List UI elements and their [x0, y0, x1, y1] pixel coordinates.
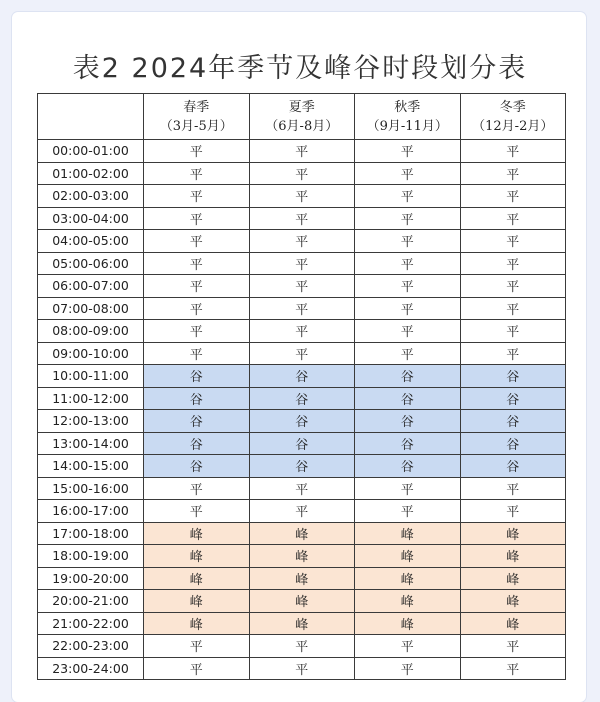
table-row — [38, 140, 566, 163]
table-body — [38, 140, 566, 680]
period-cell: 峰 — [460, 612, 566, 635]
table-row — [38, 657, 566, 680]
period-cell: 谷 — [249, 365, 355, 388]
time-slot-cell: 22:00-23:00 — [38, 635, 144, 658]
table-row — [38, 477, 566, 500]
period-cell: 谷 — [144, 410, 250, 433]
period-cell: 平 — [460, 635, 566, 658]
header-season-autumn — [355, 94, 461, 140]
period-cell: 谷 — [460, 455, 566, 478]
period-cell: 平 — [144, 207, 250, 230]
tou-period-table — [37, 93, 566, 680]
season-name: 夏季 — [288, 99, 315, 115]
period-cell: 平 — [144, 320, 250, 343]
period-cell: 峰 — [460, 545, 566, 568]
period-cell: 平 — [249, 185, 355, 208]
period-cell: 峰 — [144, 567, 250, 590]
period-cell: 平 — [144, 140, 250, 163]
table-row — [38, 185, 566, 208]
period-cell: 平 — [460, 207, 566, 230]
period-cell: 谷 — [144, 365, 250, 388]
period-cell: 平 — [144, 477, 250, 500]
period-cell: 平 — [355, 230, 461, 253]
period-cell: 平 — [460, 342, 566, 365]
time-slot-cell: 19:00-20:00 — [38, 567, 144, 590]
period-cell: 平 — [460, 297, 566, 320]
period-cell: 平 — [249, 207, 355, 230]
period-cell: 峰 — [144, 590, 250, 613]
period-cell: 峰 — [144, 522, 250, 545]
table-row — [38, 545, 566, 568]
time-slot-cell: 04:00-05:00 — [38, 230, 144, 253]
period-cell: 峰 — [355, 590, 461, 613]
header-season-summer — [249, 94, 355, 140]
period-cell: 谷 — [249, 387, 355, 410]
period-cell: 平 — [460, 230, 566, 253]
period-cell: 平 — [355, 185, 461, 208]
time-slot-cell: 20:00-21:00 — [38, 590, 144, 613]
period-cell: 平 — [355, 275, 461, 298]
period-cell: 谷 — [144, 387, 250, 410]
season-name: 冬季 — [499, 99, 526, 115]
period-cell: 平 — [144, 635, 250, 658]
time-slot-cell: 12:00-13:00 — [38, 410, 144, 433]
period-cell: 平 — [460, 477, 566, 500]
period-cell: 平 — [355, 657, 461, 680]
period-cell: 谷 — [249, 432, 355, 455]
time-slot-cell: 06:00-07:00 — [38, 275, 144, 298]
period-cell: 峰 — [460, 522, 566, 545]
time-slot-cell: 13:00-14:00 — [38, 432, 144, 455]
period-cell: 平 — [460, 185, 566, 208]
page-title: 表2 2024年季节及峰谷时段划分表 — [72, 53, 528, 84]
time-slot-cell: 23:00-24:00 — [38, 657, 144, 680]
period-cell: 谷 — [355, 455, 461, 478]
table-row — [38, 342, 566, 365]
period-cell: 峰 — [144, 612, 250, 635]
period-cell: 谷 — [355, 410, 461, 433]
period-cell: 平 — [460, 275, 566, 298]
table-row — [38, 567, 566, 590]
time-slot-cell: 01:00-02:00 — [38, 162, 144, 185]
period-cell: 谷 — [355, 432, 461, 455]
time-slot-cell: 08:00-09:00 — [38, 320, 144, 343]
time-slot-cell: 18:00-19:00 — [38, 545, 144, 568]
period-cell: 平 — [144, 162, 250, 185]
header-corner — [38, 94, 144, 140]
period-cell: 谷 — [144, 455, 250, 478]
period-cell: 峰 — [355, 612, 461, 635]
period-cell: 平 — [355, 140, 461, 163]
period-cell: 平 — [355, 252, 461, 275]
time-slot-cell: 09:00-10:00 — [38, 342, 144, 365]
period-cell: 平 — [355, 342, 461, 365]
time-slot-cell: 14:00-15:00 — [38, 455, 144, 478]
table-row — [38, 365, 566, 388]
period-cell: 谷 — [460, 365, 566, 388]
period-cell: 平 — [355, 207, 461, 230]
period-cell: 平 — [249, 162, 355, 185]
period-cell: 平 — [249, 657, 355, 680]
period-cell: 峰 — [355, 522, 461, 545]
period-cell: 平 — [460, 320, 566, 343]
period-cell: 平 — [355, 297, 461, 320]
table-row — [38, 590, 566, 613]
period-cell: 谷 — [460, 410, 566, 433]
season-months: （9月-11月） — [366, 118, 448, 134]
period-cell: 谷 — [460, 387, 566, 410]
season-name: 春季 — [183, 99, 210, 115]
period-cell: 平 — [355, 635, 461, 658]
period-cell: 平 — [144, 230, 250, 253]
period-cell: 平 — [249, 297, 355, 320]
table-row — [38, 522, 566, 545]
table-row — [38, 432, 566, 455]
time-slot-cell: 15:00-16:00 — [38, 477, 144, 500]
time-slot-cell: 10:00-11:00 — [38, 365, 144, 388]
season-months: （3月-5月） — [159, 118, 233, 134]
period-cell: 峰 — [249, 567, 355, 590]
period-cell: 平 — [460, 657, 566, 680]
time-slot-cell: 03:00-04:00 — [38, 207, 144, 230]
table-row — [38, 387, 566, 410]
period-cell: 平 — [249, 275, 355, 298]
time-slot-cell: 17:00-18:00 — [38, 522, 144, 545]
period-cell: 平 — [460, 162, 566, 185]
period-cell: 平 — [249, 342, 355, 365]
period-cell: 平 — [144, 252, 250, 275]
table-row — [38, 230, 566, 253]
period-cell: 平 — [144, 185, 250, 208]
season-months: （12月-2月） — [472, 118, 554, 134]
period-cell: 平 — [144, 657, 250, 680]
period-cell: 峰 — [144, 545, 250, 568]
period-cell: 谷 — [355, 387, 461, 410]
time-slot-cell: 11:00-12:00 — [38, 387, 144, 410]
period-cell: 平 — [460, 140, 566, 163]
period-cell: 平 — [355, 477, 461, 500]
period-cell: 峰 — [460, 567, 566, 590]
table-row — [38, 275, 566, 298]
table-row — [38, 162, 566, 185]
period-cell: 谷 — [249, 410, 355, 433]
period-cell: 平 — [249, 320, 355, 343]
period-cell: 谷 — [249, 455, 355, 478]
table-row — [38, 455, 566, 478]
period-cell: 平 — [355, 320, 461, 343]
table-row — [38, 612, 566, 635]
header-season-spring — [144, 94, 250, 140]
period-cell: 平 — [460, 252, 566, 275]
period-cell: 峰 — [249, 590, 355, 613]
period-cell: 峰 — [249, 522, 355, 545]
period-cell: 峰 — [249, 612, 355, 635]
period-cell: 峰 — [460, 590, 566, 613]
time-slot-cell: 02:00-03:00 — [38, 185, 144, 208]
period-cell: 峰 — [355, 567, 461, 590]
period-cell: 谷 — [144, 432, 250, 455]
time-slot-cell: 21:00-22:00 — [38, 612, 144, 635]
period-cell: 峰 — [355, 545, 461, 568]
period-cell: 谷 — [355, 365, 461, 388]
period-cell: 平 — [355, 500, 461, 523]
period-cell: 平 — [249, 140, 355, 163]
period-cell: 平 — [144, 297, 250, 320]
period-cell: 平 — [249, 252, 355, 275]
period-cell: 平 — [144, 500, 250, 523]
period-cell: 平 — [249, 477, 355, 500]
table-row — [38, 500, 566, 523]
table-row — [38, 320, 566, 343]
time-slot-cell: 16:00-17:00 — [38, 500, 144, 523]
table-row — [38, 410, 566, 433]
table-row — [38, 635, 566, 658]
period-cell: 峰 — [249, 545, 355, 568]
period-cell: 平 — [460, 500, 566, 523]
header-season-winter — [460, 94, 566, 140]
period-cell: 平 — [249, 635, 355, 658]
time-slot-cell: 05:00-06:00 — [38, 252, 144, 275]
table-row — [38, 252, 566, 275]
period-cell: 平 — [144, 275, 250, 298]
table-row — [38, 207, 566, 230]
table-header-row — [38, 94, 566, 140]
period-cell: 平 — [355, 162, 461, 185]
season-months: （6月-8月） — [265, 118, 339, 134]
period-cell: 平 — [249, 500, 355, 523]
season-name: 秋季 — [394, 99, 421, 115]
table-row — [38, 297, 566, 320]
period-cell: 平 — [249, 230, 355, 253]
period-cell: 平 — [144, 342, 250, 365]
period-cell: 谷 — [460, 432, 566, 455]
time-slot-cell: 00:00-01:00 — [38, 140, 144, 163]
time-slot-cell: 07:00-08:00 — [38, 297, 144, 320]
